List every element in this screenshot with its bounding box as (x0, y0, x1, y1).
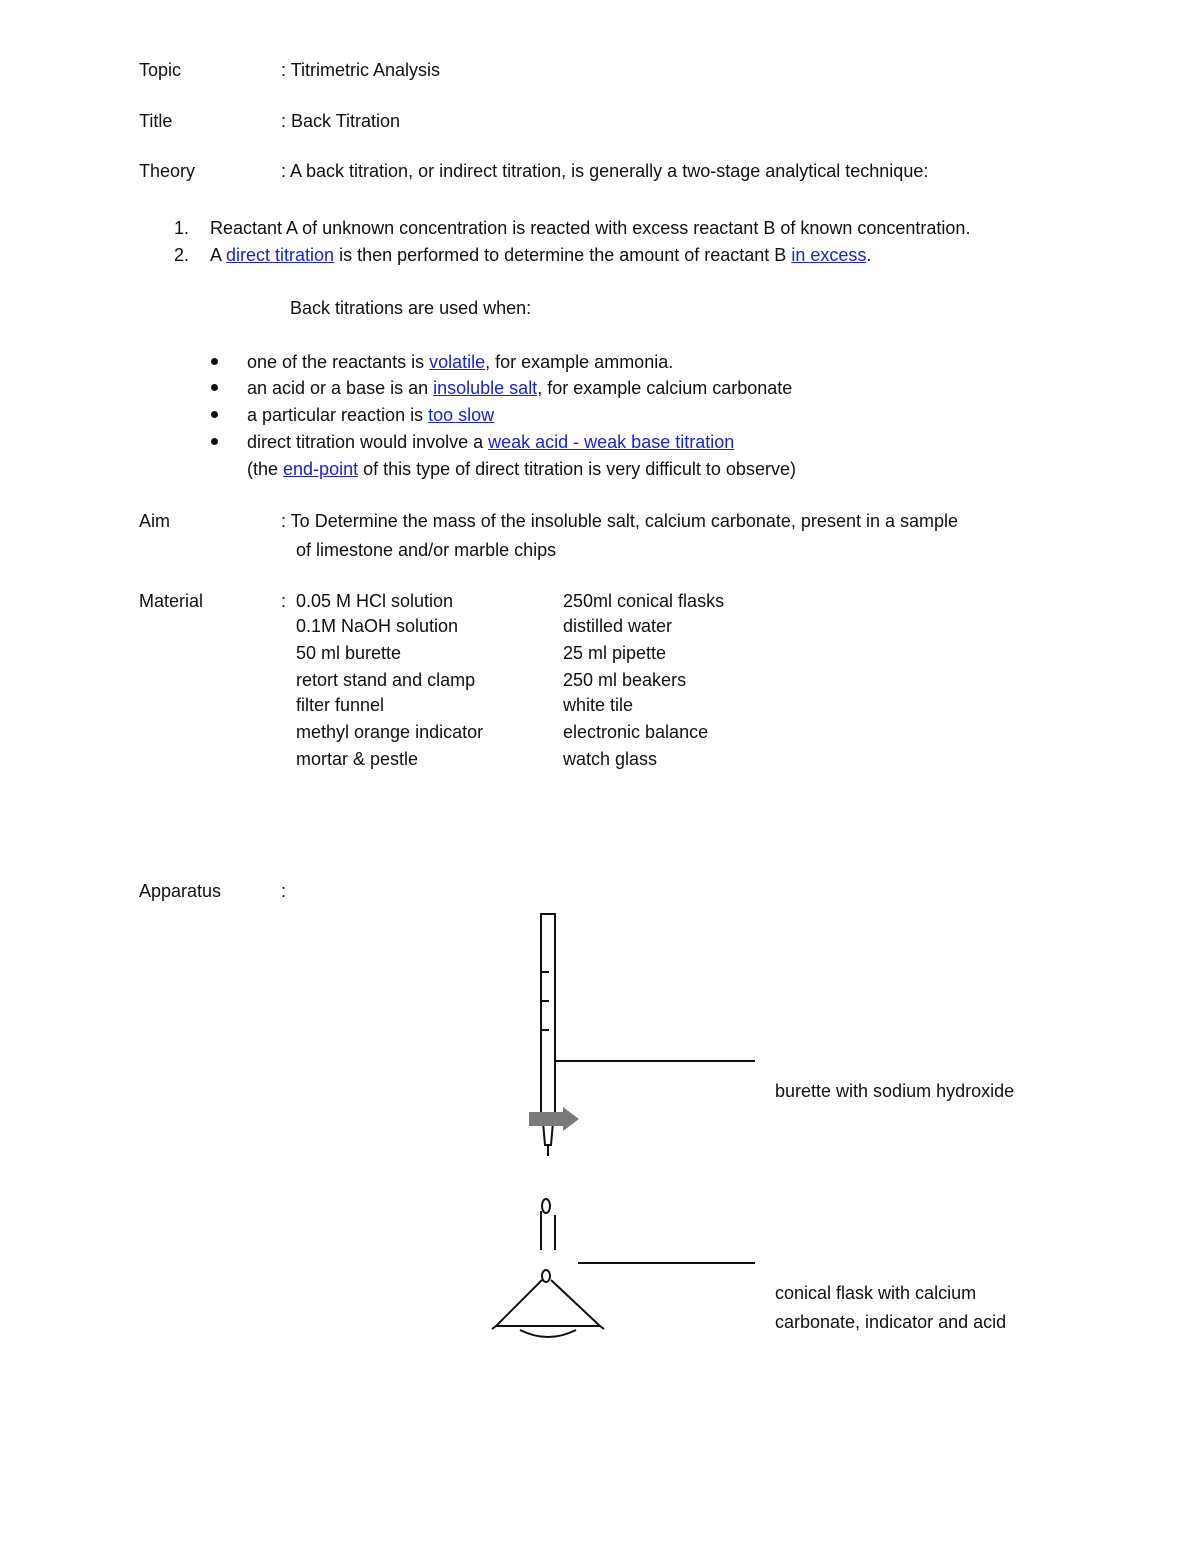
title-value: : Back Titration (281, 111, 401, 131)
material-item: methyl orange indicator (296, 722, 484, 742)
material-item: 250ml conical flasks (563, 591, 725, 611)
note-text-post: of this type of direct titration is very difficult to observe) (358, 459, 796, 479)
too-slow-link[interactable]: too slow (428, 405, 495, 425)
end-point-link[interactable]: end-point (283, 459, 359, 479)
conical-flask (492, 1199, 604, 1337)
material-item: filter funnel (296, 695, 385, 715)
insoluble-salt-link[interactable]: insoluble salt (433, 378, 538, 398)
step-text: Reactant A of unknown concentration is reacted with excess reactant B of known concentration. (210, 218, 971, 238)
weak-acid-weak-base-link[interactable]: weak acid - weak base titration (488, 432, 735, 452)
theory-value: : A back titration, or indirect titration, is generally a two-stage analytical technique: (281, 161, 929, 181)
material-item: 25 ml pipette (563, 643, 667, 663)
aim-label: Aim (139, 511, 170, 531)
bullet-text-pre: one of the reactants is (247, 352, 430, 372)
material-item: 50 ml burette (296, 643, 402, 663)
material-label: Material (139, 591, 204, 611)
material-item: distilled water (563, 616, 673, 636)
bullet-text-pre: a particular reaction is (247, 405, 429, 425)
step-text-pre: A (210, 245, 227, 265)
material-item: mortar & pestle (296, 749, 419, 769)
material-item: 0.1M NaOH solution (296, 616, 459, 636)
in-excess-link[interactable]: in excess (791, 245, 867, 265)
material-item: electronic balance (563, 722, 709, 742)
topic-value: : Titrimetric Analysis (281, 60, 441, 80)
step-number: 1. (174, 218, 190, 238)
bullet-text-post: , for example ammonia. (485, 352, 674, 372)
material-item: retort stand and clamp (296, 670, 476, 690)
title-label: Title (139, 111, 173, 131)
apparatus-label: Apparatus (139, 881, 222, 901)
theory-label: Theory (139, 161, 196, 181)
material-item: white tile (563, 695, 634, 715)
aim-text-line2: of limestone and/or marble chips (296, 540, 557, 560)
burette-caption: burette with sodium hydroxide (775, 1081, 1015, 1101)
bullet-text-post: , for example calcium carbonate (537, 378, 793, 398)
aim-text-line1: : To Determine the mass of the insoluble salt, calcium carbonate, present in a sample (281, 511, 959, 531)
step-number: 2. (174, 245, 190, 265)
used-when-heading: Back titrations are used when: (290, 298, 532, 318)
material-colon: : (281, 591, 287, 611)
material-item: 250 ml beakers (563, 670, 687, 690)
bullet-text-pre: an acid or a base is an (247, 378, 434, 398)
material-item: watch glass (563, 749, 658, 769)
note-text-pre: (the (247, 459, 284, 479)
apparatus-colon: : (281, 881, 287, 901)
bullet-text-pre: direct titration would involve a (247, 432, 489, 452)
material-item: 0.05 M HCl solution (296, 591, 454, 611)
flask-caption-line1: conical flask with calcium (775, 1283, 977, 1303)
step-text-post: . (866, 245, 872, 265)
step-text-mid: is then performed to determine the amount of reactant B (334, 245, 792, 265)
direct-titration-link[interactable]: direct titration (226, 245, 335, 265)
volatile-link[interactable]: volatile (429, 352, 486, 372)
topic-label: Topic (139, 60, 182, 80)
flask-caption-line2: carbonate, indicator and acid (775, 1312, 1007, 1332)
